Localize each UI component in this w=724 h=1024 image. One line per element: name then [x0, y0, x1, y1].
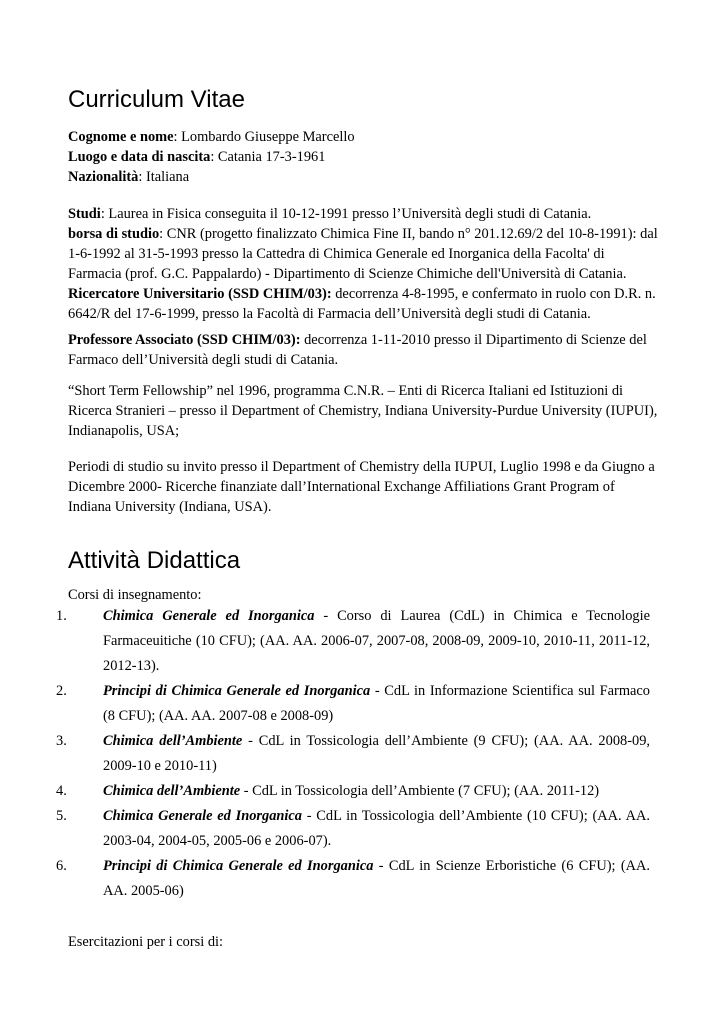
list-item-content [103, 804, 650, 854]
birth-line [68, 147, 658, 167]
course-title: Principi di Chimica Generale ed Inorganica [103, 683, 371, 699]
professore-text: decorrenza 1-11-2010 presso il Dipartimento di Scienze del Farmaco dell’Università degli studi di Catania. [68, 332, 647, 368]
list-item-number: 3. [56, 733, 67, 749]
borsa-text: : CNR (progetto finalizzato Chimica Fine II, bando n° 201.12.69/2 del 10-8-1991): dal 1-6-1992 al 31-5-1993 presso la Cattedra di Chimica Generale ed Inorganica della Facolta' di Farmacia (prof. G.C. Pappalardo) - Dipartimento di Scienze Chimiche dell'Università di Catania. [68, 226, 658, 282]
professore-label: Professore Associato (SSD CHIM/03): [68, 332, 301, 348]
nationality-value: : Italiana [138, 169, 190, 185]
course-detail: - Corso di Laurea (CdL) in Chimica e Tecnologie Farmaceuitiche (10 CFU); (AA. AA. 2006-07, 2007-08, 2008-09, 2009-10, 2010-11, 2011-12, 2012-13). [103, 608, 650, 674]
course-title: Chimica dell’Ambiente [103, 733, 243, 749]
studi-text: : Laurea in Fisica conseguita il 10-12-1991 presso l’Università degli studi di Catania. [100, 206, 592, 222]
list-item-number: 5. [56, 808, 67, 824]
nationality-label: Nazionalità [68, 169, 139, 185]
studi-line [68, 204, 658, 224]
professore-section [68, 330, 658, 370]
course-detail: - CdL in Informazione Scientifica sul Farmaco (8 CFU); (AA. AA. 2007-08 e 2008-09) [103, 683, 650, 724]
course-detail: - CdL in Tossicologia dell’Ambiente (10 CFU); (AA. AA. 2003-04, 2004-05, 2005-06 e 2006-07). [103, 808, 650, 849]
borsa-label: borsa di studio [68, 226, 160, 242]
cv-title: Curriculum Vitae [68, 86, 245, 113]
course-detail: - CdL in Tossicologia dell’Ambiente (7 CFU); (AA. 2011-12) [240, 783, 600, 799]
list-item-number: 4. [56, 783, 67, 799]
course-title: Chimica Generale ed Inorganica [103, 608, 315, 624]
list-item [56, 804, 650, 854]
fellowship-section [68, 381, 658, 441]
periodi-section [68, 457, 658, 517]
name-line [68, 127, 658, 147]
esercitazioni-section [68, 932, 658, 952]
list-item-number: 2. [56, 683, 67, 699]
course-title: Principi di Chimica Generale ed Inorganica [103, 858, 374, 874]
list-item-content [103, 854, 650, 904]
list-item [56, 679, 650, 729]
professore-paragraph [68, 330, 658, 370]
course-title: Chimica dell’Ambiente [103, 783, 241, 799]
list-item [56, 729, 650, 779]
didattica-heading: Attività Didattica [68, 547, 241, 574]
list-item [56, 854, 650, 904]
personal-info [68, 127, 658, 187]
course-detail: - CdL in Tossicologia dell’Ambiente (9 CFU); (AA. AA. 2008-09, 2009-10 e 2010-11) [103, 733, 650, 774]
studi-label: Studi [68, 206, 101, 222]
list-item-content [103, 679, 650, 729]
list-item [56, 779, 650, 804]
career-section [68, 204, 658, 324]
name-label: Cognome e nome [68, 129, 174, 145]
list-item-number: 6. [56, 858, 67, 874]
ricercatore-paragraph [68, 284, 658, 324]
borsa-paragraph [68, 224, 658, 284]
ricercatore-text: decorrenza 4-8-1995, e confermato in ruolo con D.R. n. 6642/R del 17-6-1999, presso la Facoltà di Farmacia dell’Università degli studi di Catania. [68, 286, 656, 322]
periodi-paragraph: Periodi di studio su invito presso il Department of Chemistry della IUPUI, Luglio 1998 e da Giugno a Dicembre 2000- Ricerche finanziate dall’International Exchange Affiliations Grant Program of Indiana University (Indiana, USA). [68, 459, 655, 515]
course-list [56, 604, 650, 904]
corsi-label-text: Corsi di insegnamento: [68, 587, 202, 603]
name-value: : Lombardo Giuseppe Marcello [173, 129, 355, 145]
list-item-content [103, 729, 650, 779]
birth-value: : Catania 17-3-1961 [210, 149, 326, 165]
course-title: Chimica Generale ed Inorganica [103, 808, 302, 824]
birth-label: Luogo e data di nascita [68, 149, 211, 165]
list-item-content [103, 779, 650, 804]
esercitazioni-label: Esercitazioni per i corsi di: [68, 934, 224, 950]
fellowship-paragraph: “Short Term Fellowship” nel 1996, programma C.N.R. – Enti di Ricerca Italiani ed Istituzioni di Ricerca Stranieri – presso il Department of Chemistry, Indiana University-Purdue University (IUPUI), Indianapolis, USA; [68, 383, 658, 439]
corsi-label [68, 585, 658, 605]
list-item [56, 604, 650, 679]
list-item-number: 1. [56, 608, 67, 624]
nationality-line [68, 167, 658, 187]
list-item-content [103, 604, 650, 679]
ricercatore-label: Ricercatore Universitario (SSD CHIM/03): [68, 286, 332, 302]
course-detail: - CdL in Scienze Erboristiche (6 CFU); (AA. AA. 2005-06) [103, 858, 650, 899]
